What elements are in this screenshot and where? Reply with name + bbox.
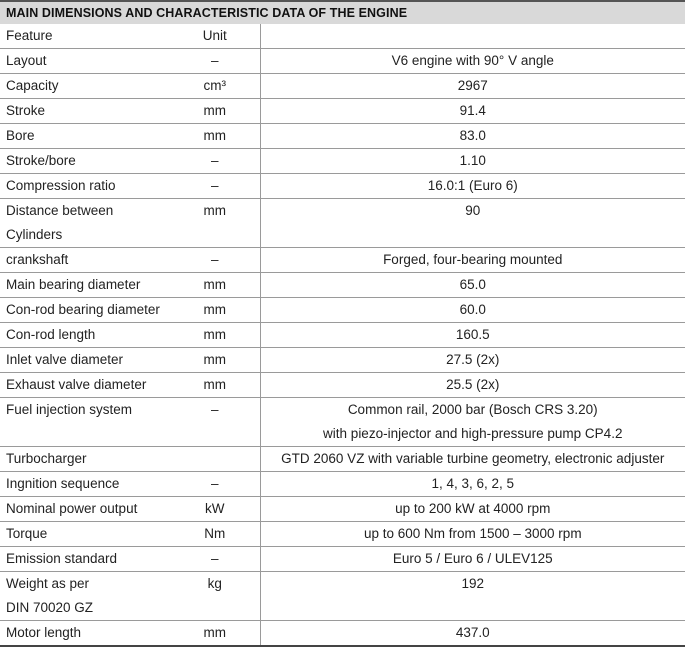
table-row <box>0 99 685 124</box>
table-row <box>0 298 685 323</box>
value-cell <box>260 398 685 447</box>
feature-cell: Con-rod length <box>0 323 170 348</box>
table-row <box>0 273 685 298</box>
feature-cell: Torque <box>0 522 170 547</box>
unit-cell: mm <box>170 99 260 124</box>
value-cell-line: Common rail, 2000 bar (Bosch CRS 3.20) <box>347 402 598 417</box>
feature-cell: Fuel injection system <box>0 398 170 447</box>
feature-cell: Layout <box>0 49 170 74</box>
feature-cell: Stroke <box>0 99 170 124</box>
unit-cell: Nm <box>170 522 260 547</box>
feature-cell <box>0 199 170 248</box>
feature-cell: Exhaust valve diameter <box>0 373 170 398</box>
unit-cell: mm <box>170 373 260 398</box>
feature-cell-line: Distance between <box>6 203 114 218</box>
feature-cell: Compression ratio <box>0 174 170 199</box>
value-cell: up to 600 Nm from 1500 – 3000 rpm <box>260 522 685 547</box>
table-row <box>0 49 685 74</box>
unit-cell: – <box>170 149 260 174</box>
feature-cell-line: Weight as per <box>6 576 90 591</box>
table-row <box>0 447 685 472</box>
unit-cell: mm <box>170 124 260 149</box>
feature-cell: Ingnition sequence <box>0 472 170 497</box>
feature-cell <box>0 572 170 621</box>
table-row <box>0 497 685 522</box>
value-cell: 27.5 (2x) <box>260 348 685 373</box>
value-cell: up to 200 kW at 4000 rpm <box>260 497 685 522</box>
value-cell: 90 <box>260 199 685 248</box>
unit-cell: mm <box>170 199 260 248</box>
unit-cell: kW <box>170 497 260 522</box>
table-row <box>0 621 685 647</box>
feature-cell: Capacity <box>0 74 170 99</box>
table-row <box>0 522 685 547</box>
table-title: MAIN DIMENSIONS AND CHARACTERISTIC DATA OF THE ENGINE <box>0 0 685 24</box>
feature-cell: Nominal power output <box>0 497 170 522</box>
unit-cell: cm³ <box>170 74 260 99</box>
table-row <box>0 74 685 99</box>
feature-cell: Inlet valve diameter <box>0 348 170 373</box>
feature-cell: crankshaft <box>0 248 170 273</box>
value-cell: 60.0 <box>260 298 685 323</box>
feature-cell: Emission standard <box>0 547 170 572</box>
feature-cell: Con-rod bearing diameter <box>0 298 170 323</box>
unit-cell <box>170 447 260 472</box>
data-table <box>0 24 685 647</box>
table-row <box>0 472 685 497</box>
table-row <box>0 248 685 273</box>
table-row <box>0 323 685 348</box>
table-row <box>0 149 685 174</box>
unit-cell: mm <box>170 621 260 647</box>
value-cell: V6 engine with 90° V angle <box>260 49 685 74</box>
unit-cell: – <box>170 398 260 447</box>
feature-cell: Motor length <box>0 621 170 647</box>
table-row <box>0 348 685 373</box>
unit-cell: – <box>170 472 260 497</box>
value-cell: 1, 4, 3, 6, 2, 5 <box>260 472 685 497</box>
value-cell: 192 <box>260 572 685 621</box>
unit-cell: – <box>170 248 260 273</box>
feature-cell-line: DIN 70020 GZ <box>6 600 94 615</box>
table-row <box>0 547 685 572</box>
header-feature: Feature <box>0 24 170 49</box>
value-cell: Forged, four-bearing mounted <box>260 248 685 273</box>
table-row <box>0 124 685 149</box>
value-cell: 25.5 (2x) <box>260 373 685 398</box>
table-header-row <box>0 24 685 49</box>
unit-cell: – <box>170 174 260 199</box>
value-cell: GTD 2060 VZ with variable turbine geometry, electronic adjuster <box>260 447 685 472</box>
unit-cell: mm <box>170 323 260 348</box>
header-value <box>260 24 685 49</box>
unit-cell: mm <box>170 348 260 373</box>
feature-cell: Main bearing diameter <box>0 273 170 298</box>
header-unit: Unit <box>170 24 260 49</box>
unit-cell: – <box>170 547 260 572</box>
value-cell: 437.0 <box>260 621 685 647</box>
value-cell: 16.0:1 (Euro 6) <box>260 174 685 199</box>
unit-cell: – <box>170 49 260 74</box>
feature-cell: Stroke/bore <box>0 149 170 174</box>
value-cell: 2967 <box>260 74 685 99</box>
table-row <box>0 572 685 621</box>
feature-cell: Turbocharger <box>0 447 170 472</box>
value-cell: 65.0 <box>260 273 685 298</box>
value-cell-line: with piezo-injector and high-pressure pump CP4.2 <box>323 426 623 441</box>
table-row <box>0 373 685 398</box>
value-cell: 91.4 <box>260 99 685 124</box>
table-row <box>0 174 685 199</box>
value-cell: Euro 5 / Euro 6 / ULEV125 <box>260 547 685 572</box>
feature-cell: Bore <box>0 124 170 149</box>
unit-cell: kg <box>170 572 260 621</box>
value-cell: 83.0 <box>260 124 685 149</box>
feature-cell-line: Cylinders <box>6 227 63 242</box>
table-row <box>0 199 685 248</box>
table-row <box>0 398 685 447</box>
unit-cell: mm <box>170 273 260 298</box>
value-cell: 160.5 <box>260 323 685 348</box>
value-cell: 1.10 <box>260 149 685 174</box>
unit-cell: mm <box>170 298 260 323</box>
